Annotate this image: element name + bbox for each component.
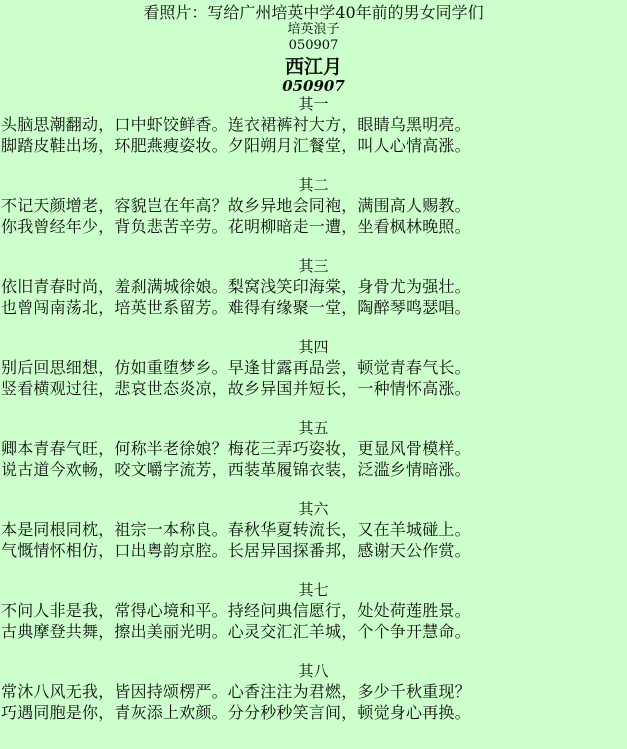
stanza <box>0 257 627 318</box>
stanza-label: 其七 <box>298 581 329 599</box>
stanza-label: 其二 <box>298 176 329 194</box>
poem-line: 本是同根同枕，祖宗一本称良。春秋华夏转流长，又在羊城碰上。 <box>1 520 471 539</box>
poem-body <box>0 95 627 723</box>
poem-line: 也曾闯南荡北，培英世系留芳。难得有缘聚一堂，陶醉琴鸣瑟唱。 <box>1 298 471 317</box>
stanza-label: 其八 <box>298 662 329 680</box>
stanza-gap <box>0 318 627 338</box>
date: 050907 <box>288 38 339 53</box>
stanza-gap <box>0 156 627 176</box>
poem-line: 头脑思潮翻动，口中虾饺鲜香。连衣裙裤衬大方，眼睛乌黑明亮。 <box>1 115 471 134</box>
stanza <box>0 95 627 156</box>
stanza-label: 其四 <box>298 338 329 356</box>
stanza <box>0 581 627 642</box>
stanza <box>0 662 627 723</box>
stanza-gap <box>0 399 627 419</box>
poem-line: 卿本青春气旺，何称半老徐娘？梅花三弄巧姿妆，更显风骨模样。 <box>1 439 471 458</box>
stanza-gap <box>0 561 627 581</box>
author: 培英浪子 <box>287 22 340 37</box>
stanza <box>0 500 627 561</box>
stanza-label: 其三 <box>298 257 329 275</box>
poem-line: 古典摩登共舞，擦出美丽光明。心灵交汇汇羊城，个个争开慧命。 <box>1 622 471 641</box>
poem-line: 说古道今欢畅，咬文嚼字流芳，西装革履锦衣装，泛滥乡情暗涨。 <box>1 460 471 479</box>
page-title: 看照片：写给广州培英中学40年前的男女同学们 <box>143 3 484 22</box>
poem-line: 依旧青春时尚，羞刹满城徐娘。梨窝浅笑印海棠，身骨尤为强壮。 <box>1 277 471 296</box>
stanza-label: 其六 <box>298 500 329 518</box>
stanza <box>0 176 627 237</box>
poem-line: 不记天颜增老，容貌岂在年高？故乡异地会同袍，满围高人赐教。 <box>1 196 471 215</box>
poem-line: 不问人非是我，常得心境和平。持经问典信愿行，处处荷莲胜景。 <box>1 601 471 620</box>
stanza-gap <box>0 480 627 500</box>
stanza-label: 其一 <box>298 95 329 113</box>
poem-line: 竖看横观过往，悲哀世态炎凉，故乡异国并短长，一种情怀高涨。 <box>1 379 471 398</box>
poem-date: 050907 <box>282 77 345 95</box>
poem-title: 西江月 <box>284 56 342 78</box>
stanza-gap <box>0 642 627 662</box>
stanza <box>0 419 627 480</box>
stanza <box>0 338 627 399</box>
poem-line: 气慨情怀相仿，口出粤韵京腔。长居异国探番邦，感谢天公作赏。 <box>1 541 471 560</box>
stanza-label: 其五 <box>298 419 329 437</box>
poem-line: 常沐八风无我，皆因持颂楞严。心香注注为君燃，多少千秋重现？ <box>1 682 471 701</box>
poem-line: 脚踏皮鞋出场，环肥燕瘦姿妆。夕阳朔月汇餐堂，叫人心情高涨。 <box>1 136 471 155</box>
poem-line: 别后回思细想，仿如重堕梦乡。早逢甘露再品尝，顿觉青春气长。 <box>1 358 471 377</box>
poem-line: 你我曾经年少，背负悲苦辛劳。花明柳暗走一遭，坐看枫林晚照。 <box>1 217 471 236</box>
stanza-gap <box>0 237 627 257</box>
poem-line: 巧遇同胞是你，青灰添上欢颜。分分秒秒笑言间，顿觉身心再换。 <box>1 703 471 722</box>
